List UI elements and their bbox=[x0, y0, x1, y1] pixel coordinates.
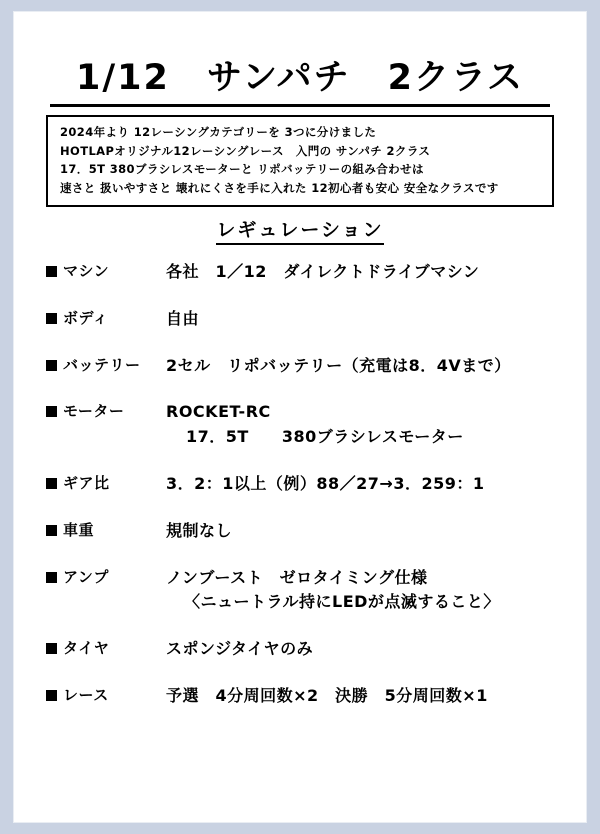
rule-row bbox=[14, 684, 586, 709]
rule-row bbox=[14, 566, 586, 616]
rule-label-text: マシン bbox=[63, 262, 110, 280]
rule-value-text: 3．2：1以上（例）88／27→3．259：1 bbox=[166, 473, 485, 493]
rule-value-text: 各社 1／12 ダイレクトドライブマシン bbox=[166, 262, 480, 281]
rule-label-gear-ratio bbox=[14, 472, 166, 493]
square-bullet-icon bbox=[46, 690, 57, 701]
rule-label-tire bbox=[14, 637, 166, 658]
rule-values bbox=[166, 519, 586, 544]
rule-values bbox=[166, 472, 586, 497]
rule-row bbox=[14, 637, 586, 662]
square-bullet-icon bbox=[46, 266, 57, 277]
rule-label-text: タイヤ bbox=[63, 639, 110, 658]
rule-value-text: 17．5T 380ブラシレスモーター bbox=[186, 427, 464, 447]
rule-label-text: ボディ bbox=[63, 308, 109, 327]
rule-label-machine bbox=[14, 260, 166, 281]
rule-value-text: ノンブースト ゼロタイミング仕様 bbox=[166, 567, 428, 587]
rule-values bbox=[166, 354, 586, 379]
section-heading bbox=[14, 215, 586, 242]
rule-label-weight bbox=[14, 519, 166, 540]
rule-label-race bbox=[14, 684, 166, 705]
rule-row bbox=[14, 519, 586, 544]
rule-value-text: スポンジタイヤのみ bbox=[166, 639, 314, 659]
rule-value-text: 〈ニュートラル持にLEDが点滅すること〉 bbox=[184, 592, 500, 612]
rule-values bbox=[166, 260, 586, 285]
rule-value-text: 自由 bbox=[166, 308, 200, 328]
rule-label-motor bbox=[14, 400, 166, 421]
document-page bbox=[14, 12, 586, 822]
intro-line-1: 2024年より 12レーシングカテゴリーを 3つに分けました bbox=[60, 125, 377, 139]
rule-value-text: 2セル リポバッテリー（充電は8．4Vまで） bbox=[166, 355, 511, 375]
rule-label-text: バッテリー bbox=[63, 355, 141, 374]
rule-values bbox=[166, 400, 586, 450]
rule-label-battery bbox=[14, 354, 166, 375]
rule-values bbox=[166, 307, 586, 332]
square-bullet-icon bbox=[46, 643, 57, 654]
rule-value-text: 規制なし bbox=[166, 520, 233, 540]
rule-values bbox=[166, 637, 586, 662]
rule-label-esc bbox=[14, 566, 166, 587]
rule-values bbox=[166, 684, 586, 709]
rule-row bbox=[14, 472, 586, 497]
square-bullet-icon bbox=[46, 406, 57, 417]
rule-label-text: レース bbox=[63, 685, 109, 704]
rule-label-body bbox=[14, 307, 166, 328]
rules-list bbox=[14, 260, 586, 731]
square-bullet-icon bbox=[46, 360, 57, 371]
intro-line-3: 17．5T 380ブラシレスモーターと リポバッテリーの組み合わせは bbox=[60, 162, 424, 177]
rule-label-text: ギア比 bbox=[63, 473, 110, 492]
intro-line-2: HOTLAPオリジナル12レーシングレース 入門の サンパチ 2クラス bbox=[60, 143, 431, 158]
intro-box bbox=[46, 115, 554, 207]
rule-row bbox=[14, 354, 586, 379]
square-bullet-icon bbox=[46, 478, 57, 489]
square-bullet-icon bbox=[46, 525, 57, 536]
rule-row bbox=[14, 400, 586, 450]
square-bullet-icon bbox=[46, 572, 57, 583]
page-title: 1/12 サンパチ 2クラス bbox=[50, 50, 550, 107]
intro-line-4: 速さと 扱いやすさと 壊れにくさを手に入れた 12初心者も安心 安全なクラスです bbox=[60, 180, 499, 195]
rule-value-text: 予選 4分周回数×2 決勝 5分周回数×1 bbox=[166, 685, 488, 705]
rule-row bbox=[14, 260, 586, 285]
square-bullet-icon bbox=[46, 313, 57, 324]
section-heading-label: レギュレーション bbox=[216, 219, 383, 245]
rule-values bbox=[166, 566, 586, 616]
rule-label-text: 車重 bbox=[63, 520, 95, 539]
rule-label-text: モーター bbox=[63, 402, 125, 421]
rule-value-text: ROCKET-RC bbox=[166, 402, 271, 422]
rule-row bbox=[14, 307, 586, 332]
rule-label-text: アンプ bbox=[63, 567, 109, 586]
